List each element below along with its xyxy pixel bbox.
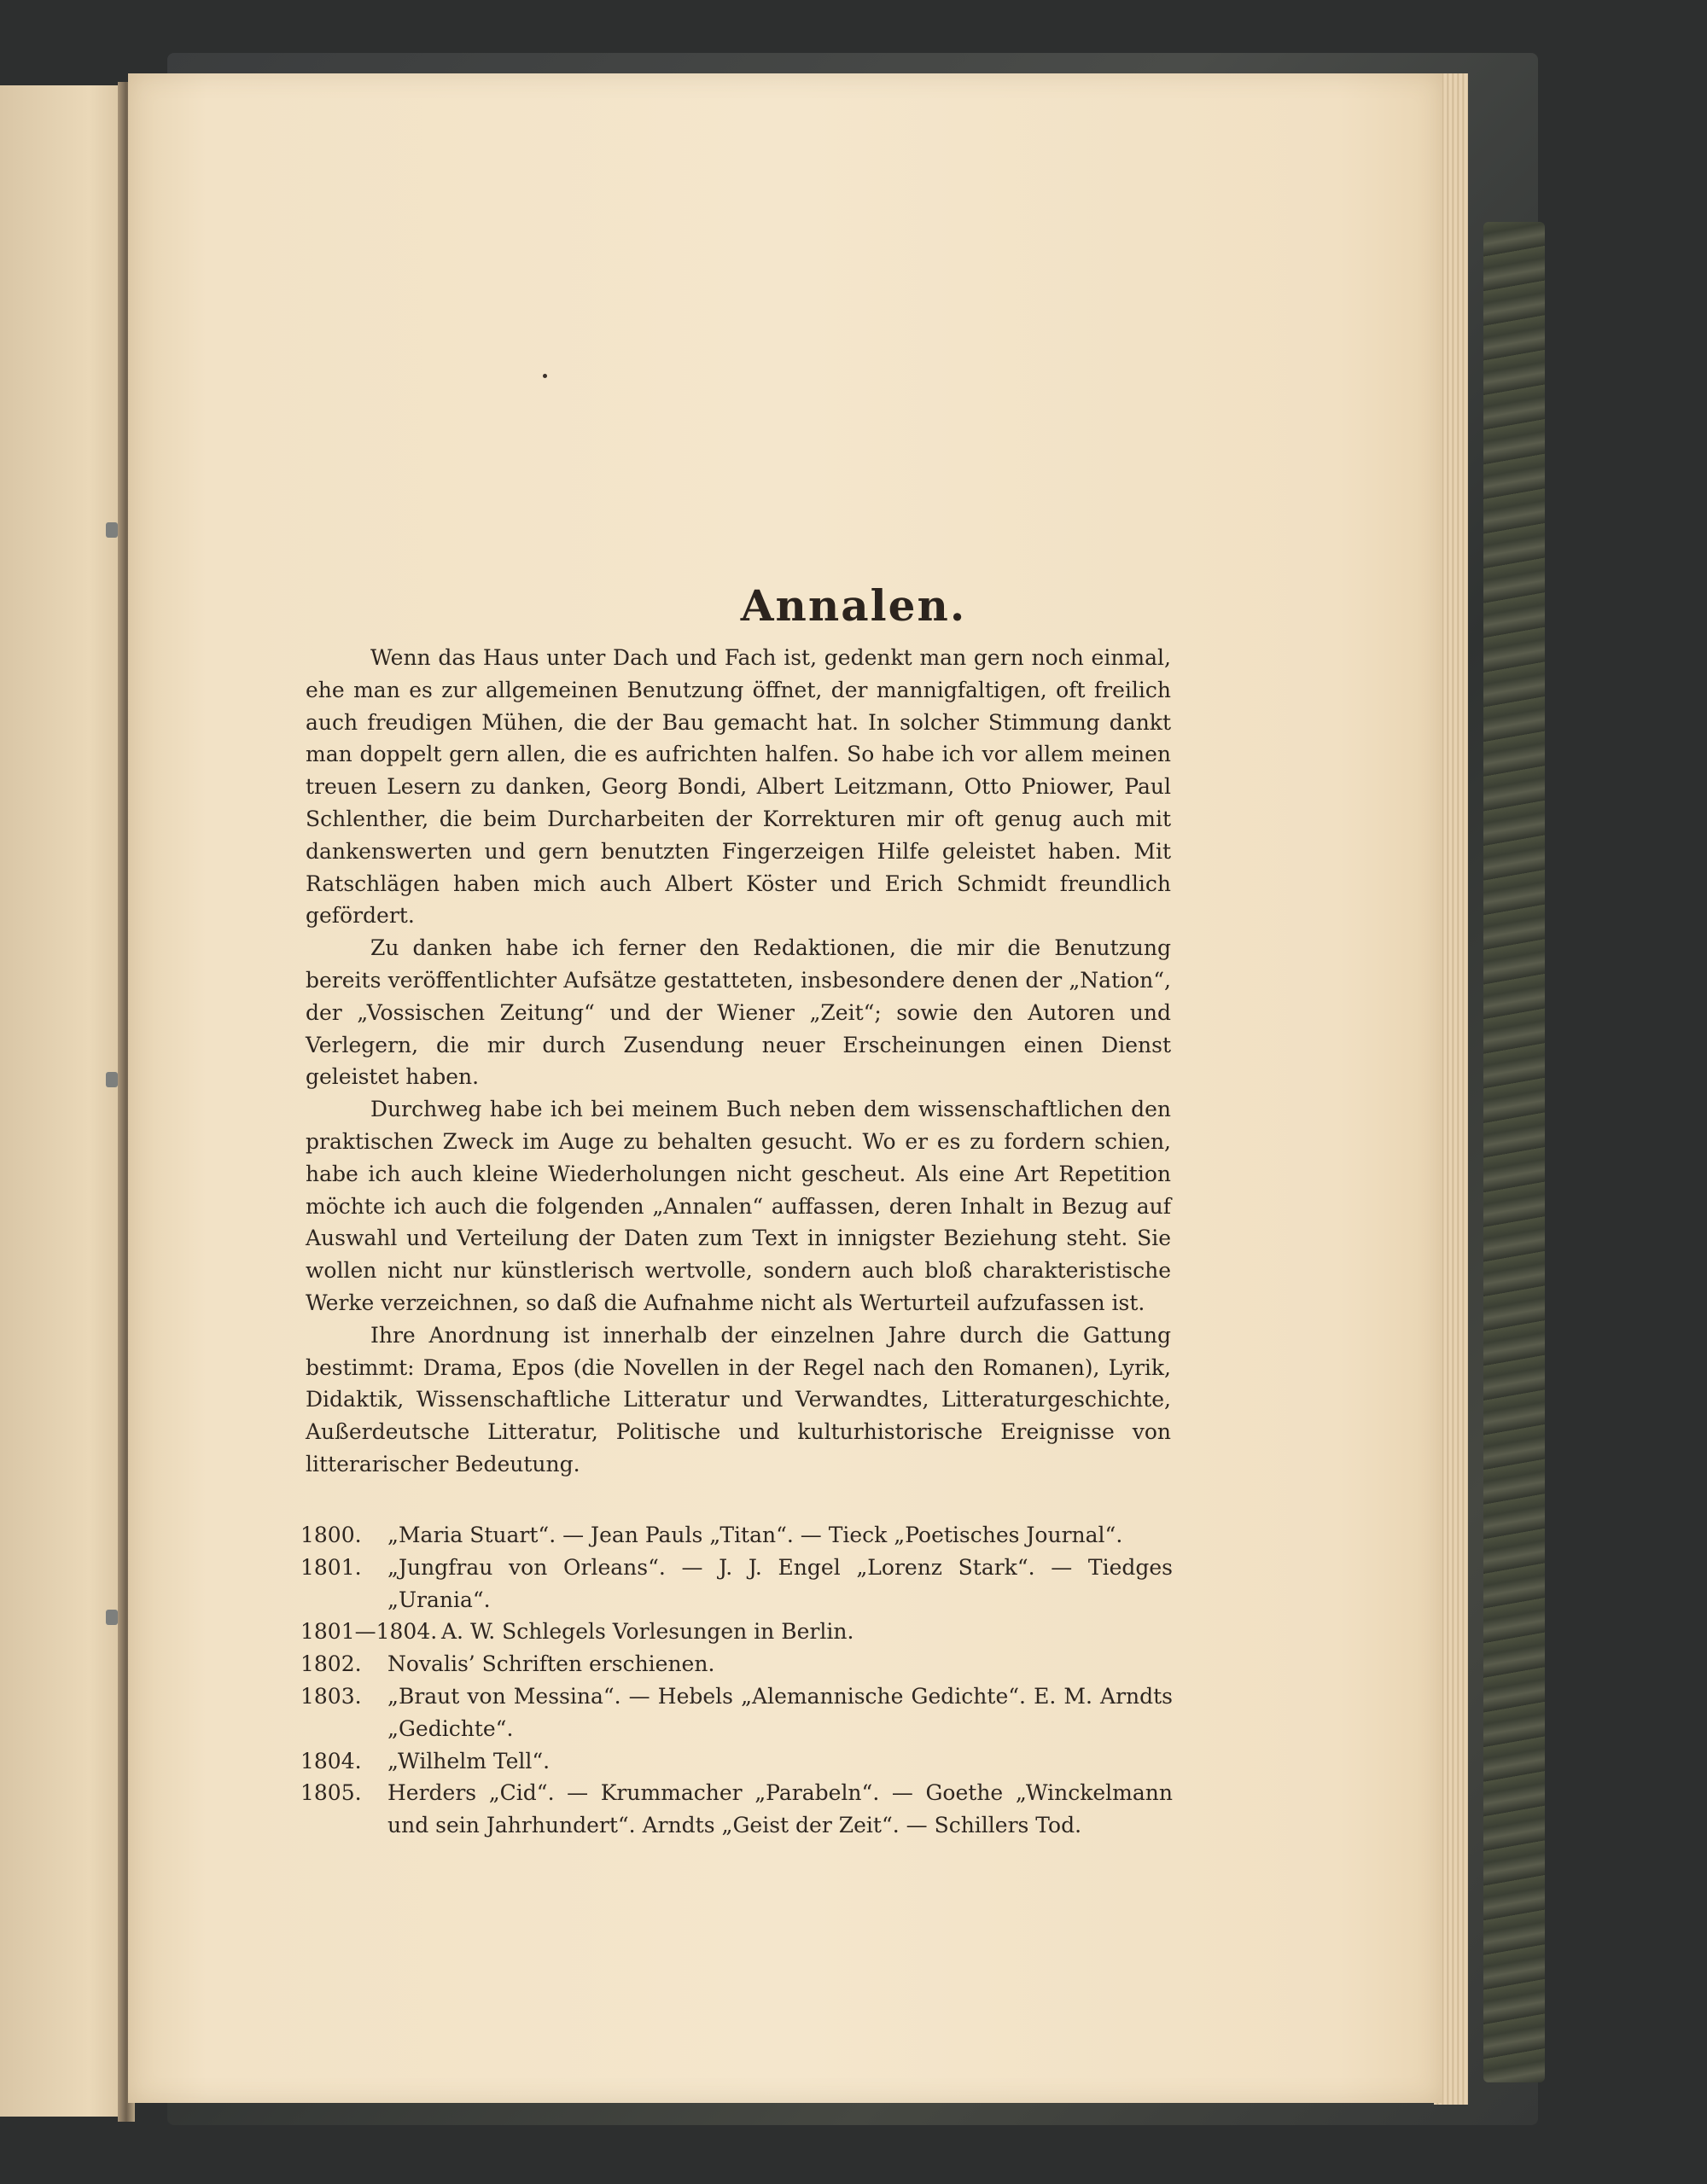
annal-year: 1802. [300,1651,362,1677]
annal-year: 1801. [300,1554,362,1580]
annal-text: Novalis’ Schriften erschienen. [387,1651,715,1677]
binding-staple [106,522,118,538]
annal-entry [300,1519,1173,1552]
paragraph: Durchweg habe ich bei meinem Buch neben dem wissenschaftlichen den praktischen Zweck im Auge zu behalten gesucht. Wo er es zu fordern schien, habe ich auch kleine Wiederholungen nicht gescheut. Als eine Art Repetition möchte ich auch die folgenden „Annalen“ auffassen, deren Inhalt in Bezug auf Auswahl und Verteilung der Daten zum Text in innigster Beziehung steht. Sie wollen nicht nur künstlerisch wertvolle, sondern auch bloß charakteristische Werke verzeichnen, so daß die Aufnahme nicht als Werturteil aufzufassen ist. [306,1097,1171,1315]
preface-text [306,642,1171,1481]
page-title: Annalen. [740,580,967,631]
annal-year: 1803. [300,1683,362,1709]
annal-entry [300,1777,1173,1842]
annal-year: 1804. [300,1748,362,1773]
annals-list [300,1519,1173,1842]
paragraph: Wenn das Haus unter Dach und Fach ist, gedenkt man gern noch einmal, ehe man es zur allgemeinen Benutzung öffnet, der mannigfaltigen, oft freilich auch freudigen Mühen, die der Bau gemacht hat. In solcher Stimmung dankt man doppelt gern allen, die es aufrichten halfen. So habe ich vor allem meinen treuen Lesern zu danken, Georg Bondi, Albert Leitzmann, Otto Pniower, Paul Schlenther, die beim Durcharbeiten der Korrekturen mir oft genug auch mit dankenswerten und gern benutzten Fingerzeigen Hilfe geleistet haben. Mit Ratschlägen haben mich auch Albert Köster und Erich Schmidt freundlich gefördert. [306,645,1171,929]
annal-year: 1800. [300,1523,362,1547]
annal-text: „Jungfrau von Orleans“. — J. J. Engel „Lorenz Stark“. — Tiedges „Urania“. [387,1554,1173,1612]
annal-year: 1805. [300,1780,362,1806]
annal-text: „Maria Stuart“. — Jean Pauls „Titan“. — Tieck „Poetisches Journal“. [387,1523,1123,1547]
binding-staple [106,1072,118,1087]
ink-speck [543,374,547,378]
binding-staple [106,1610,118,1625]
left-page [0,85,128,2117]
annal-entry [300,1616,1173,1648]
paragraph: Zu danken habe ich ferner den Redaktionen, die mir die Benutzung bereits veröffentlichter Aufsätze gestatteten, insbesondere denen der „Nation“, der „Vossischen Zeitung“ und der Wiener „Zeit“; sowie den Autoren und Verlegern, die mir durch Zusendung neuer Erscheinungen einen Dienst geleistet haben. [306,935,1171,1090]
paragraph: Ihre Anordnung ist innerhalb der einzelnen Jahre durch die Gattung bestimmt: Drama, Epos (die Novellen in der Regel nach den Romanen), Lyrik, Didaktik, Wissenschaftliche Litteratur und Verwandtes, Litteraturgeschichte, Außerdeutsche Litteratur, Politische und kulturhistorische Ereignisse von litterarischer Bedeutung. [306,1322,1171,1476]
annal-text: „Braut von Messina“. — Hebels „Alemannische Gedichte“. E. M. Arndts „Gedichte“. [387,1683,1173,1741]
cover-marbled-edge [1483,222,1545,2082]
annal-entry [300,1745,1173,1778]
annal-text: Herders „Cid“. — Krummacher „Parabeln“. — Goethe „Winckelmann und sein Jahrhundert“. Arndts „Geist der Zeit“. — Schillers Tod. [387,1780,1173,1838]
annal-text: A. W. Schlegels Vorlesungen in Berlin. [441,1619,854,1645]
annal-year: 1801—1804. [300,1619,438,1645]
annal-text: „Wilhelm Tell“. [387,1748,551,1773]
annal-entry [300,1680,1173,1745]
annal-entry [300,1648,1173,1680]
annal-entry [300,1552,1173,1616]
